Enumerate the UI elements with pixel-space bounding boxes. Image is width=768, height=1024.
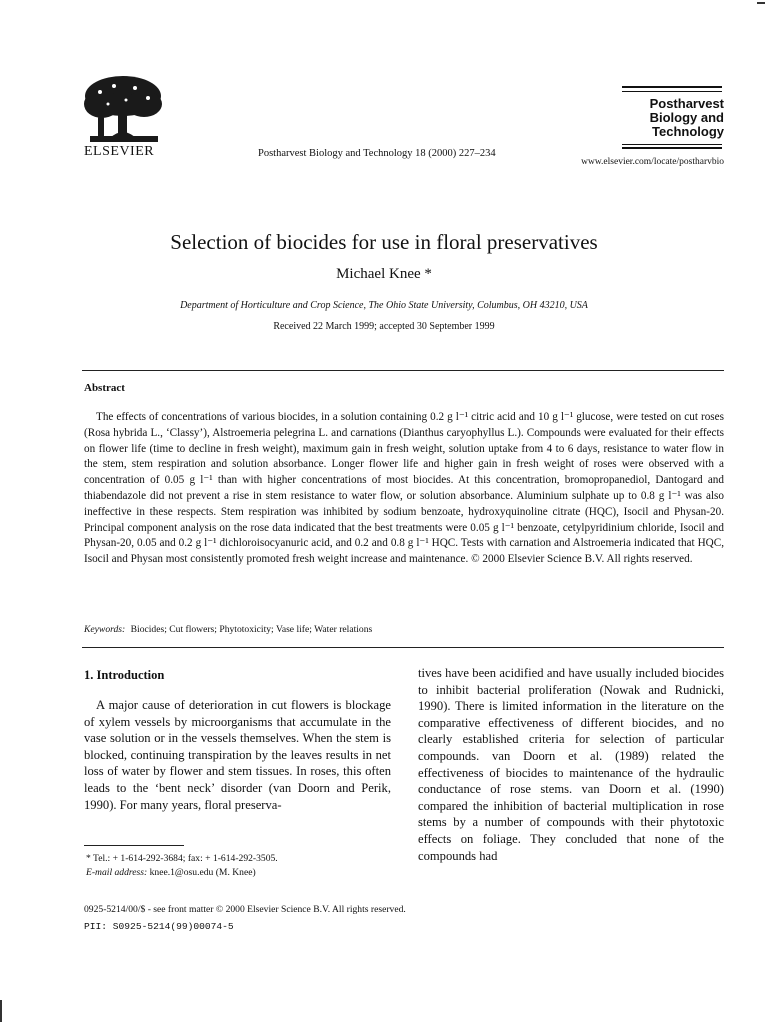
author-affiliation: Department of Horticulture and Crop Science, The Ohio State University, Columbus, OH 43210, USA — [180, 300, 588, 311]
pii-line: PII: S0925-5214(99)00074-5 — [84, 921, 234, 932]
intro-paragraph-continued: tives have been acidified and have usually included biocides to inhibit bacterial proliferation (Nowak and Rudnicki, 1990). There is limited information in the literature on the comparative effectiveness of different biocides, and no clearly established criteria for selection of particular compounds. van Doorn et al. (1989) related the effectiveness of biocides to maintenance of the hydraulic conductance of rose stems. van Doorn et al. (1990) compared the inhibition of bacterial multiplication in rose stems by a number of compounds with their phytotoxic effects on foliage. They concluded that none of the compounds had — [418, 666, 724, 863]
journal-rule-bottom-thick — [622, 147, 722, 149]
footnote-email-line — [86, 866, 278, 880]
footnote-rule — [84, 845, 184, 846]
abstract-text: The effects of concentrations of various biocides, in a solution containing 0.2 g l⁻¹ citric acid and 10 g l⁻¹ glucose, were tested on cut roses (Rosa hybrida L., ‘Classy’), Alstroemeria pelegrina L. and carnations (Dianthus caryophyllus L.). Compounds were evaluated for their effects on flower life (time to decline in fresh weight), maximum gain in fresh weight, solution uptake from 4 to 6 days, resistance to water flow in the stem, stem respiration and solution absorbance. Longer flower life and higher gain in fresh weight of roses were observed with a concentration of 0.05 g l⁻¹ than with higher concentrations of most biocides. At this concentration, bromopropanediol, Dantogard and thiabendazole did not prevent a rise in stem resistance to water flow, or solution absorbance. Aluminium sulphate up to 0.8 g l⁻¹ was also ineffective in these respects. Stem respiration was inhibited by sodium benzoate, hydroxyquinoline citrate (HQC), Isocil and Physan-20. Principal component analysis on the rose data indicated that the best treatments were 0.05 g l⁻¹ benzoate, cetylpyridinium chloride, Isocil and Physan-20, 0.05 and 0.2 g l⁻¹ dichloroisocyanuric acid, and 0.2 and 0.8 g l⁻¹ HQC. Tests with carnation and Alstroemeria indicated that HQC, Isocil and Physan most consistently promoted fresh weight increase and maintenance. © 2000 Elsevier Science B.V. All rights reserved. — [84, 411, 724, 566]
abstract-body — [84, 410, 724, 568]
article-title: Selection of biocides for use in floral preservatives — [170, 230, 598, 254]
publisher-name: ELSEVIER — [84, 144, 155, 159]
divider-bottom — [82, 647, 724, 648]
author-name: Michael Knee * — [336, 266, 432, 282]
intro-column-left — [84, 697, 391, 813]
journal-title-line: Biology and — [649, 110, 724, 125]
front-matter-info — [84, 901, 406, 935]
email-address[interactable]: knee.1@osu.edu (M. Knee) — [149, 867, 256, 878]
section-heading-introduction: 1. Introduction — [84, 668, 165, 682]
divider-top — [82, 370, 724, 371]
elsevier-tree-logo — [80, 74, 166, 146]
keywords-label: Keywords: — [84, 624, 126, 635]
journal-rule-bottom — [622, 144, 722, 145]
intro-column-right — [418, 665, 724, 864]
scan-mark — [0, 1000, 2, 1022]
journal-title — [600, 97, 724, 139]
scan-mark — [757, 2, 765, 4]
journal-url[interactable]: www.elsevier.com/locate/postharvbio — [581, 157, 724, 167]
abstract-heading: Abstract — [84, 382, 125, 394]
keywords-text: Biocides; Cut flowers; Phytotoxicity; Vase life; Water relations — [130, 624, 373, 635]
footnote-contact: * Tel.: + 1-614-292-3684; fax: + 1-614-292-3505. — [86, 853, 278, 864]
email-label: E-mail address: — [86, 867, 148, 878]
author-footnote — [86, 852, 278, 880]
journal-citation: Postharvest Biology and Technology 18 (2000) 227–234 — [258, 148, 496, 159]
keywords-line — [84, 624, 372, 635]
issn-line: 0925-5214/00/$ - see front matter © 2000 Elsevier Science B.V. All rights reserved. — [84, 904, 406, 915]
journal-rule-top — [622, 86, 722, 88]
journal-title-line: Postharvest — [649, 96, 724, 111]
journal-title-line: Technology — [652, 124, 724, 139]
intro-paragraph: A major cause of deterioration in cut flowers is blockage of xylem vessels by microorganisms that accumulate in the vase solution or in the vessels themselves. When the stem is blocked, continuing transpiration by the leaves results in net loss of water by flower and stem tissues. In roses, this often leads to the ‘bent neck’ disorder (van Doorn and Perik, 1990). For many years, floral preserva- — [84, 698, 391, 812]
journal-rule-thin — [622, 91, 722, 92]
received-dates: Received 22 March 1999; accepted 30 September 1999 — [273, 321, 495, 332]
